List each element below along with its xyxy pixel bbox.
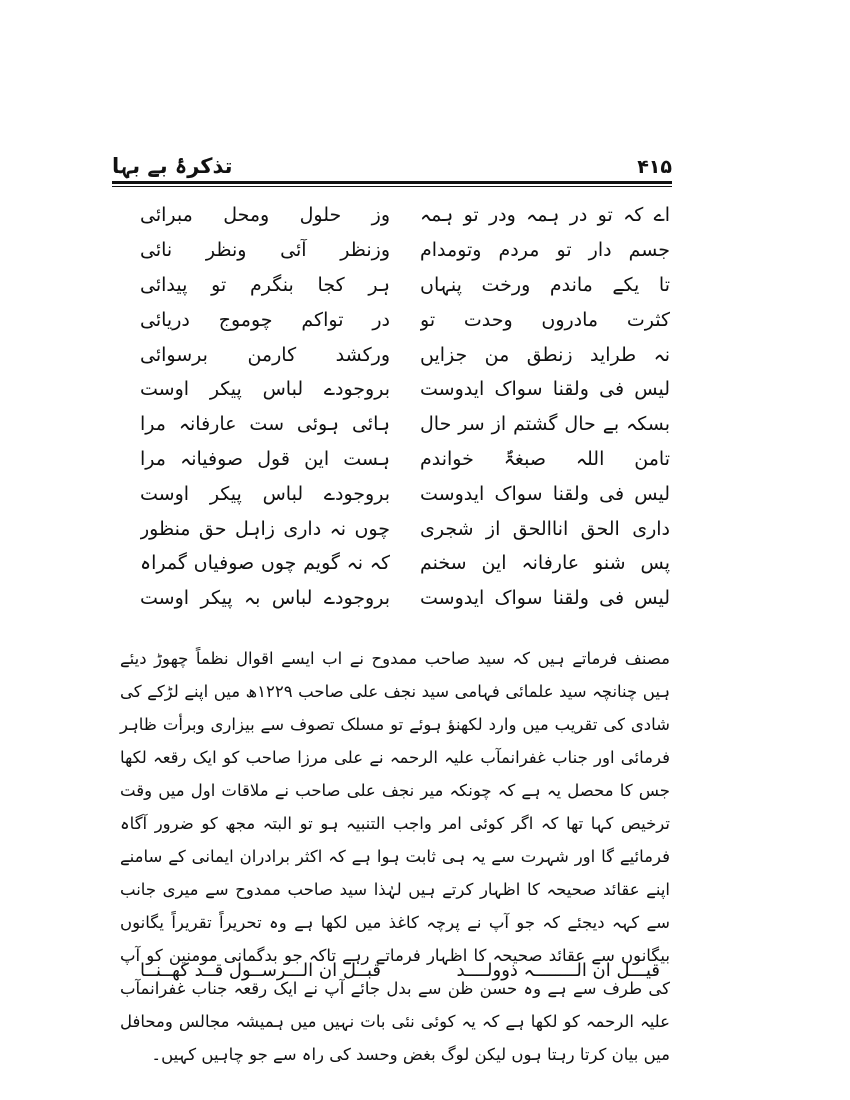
footer-misra: قبــل ان الـــرســول قــد کھــنــا [140, 960, 382, 981]
verse-misra: ہر کجا بنگرم تو پیدائی [140, 273, 390, 296]
verse-row [140, 546, 670, 581]
verse-misra: نہ طراید زنطق من جزایں [420, 343, 670, 366]
verse-row [140, 511, 670, 546]
verse-misra: بسکہ بے حال گشتم از سر حال [420, 413, 670, 436]
verse-misra: وزنظر آئی ونظر نائی [140, 239, 390, 262]
verse-misra: ہائی ہوئی ست عارفانہ مرا [140, 413, 390, 436]
verse-row [140, 337, 670, 372]
verse-misra: اے کہ تو در ہمہ ودر تو ہمہ [420, 204, 670, 227]
footer-verse [140, 960, 660, 981]
verse-misra: لیس فی ولقنا سواک ایدوست [420, 482, 670, 505]
verse-misra: بروجودے لباس پیکر اوست [140, 482, 390, 505]
verse-misra: بروجودے لباس بہ پیکر اوست [140, 587, 390, 610]
verse-misra: لیس فی ولقنا سواک ایدوست [420, 587, 670, 610]
running-title: تذکرۂ بے بہا [112, 154, 233, 178]
verse-row [140, 581, 670, 616]
prose-paragraph: مصنف فرماتے ہیں کہ سید صاحب ممدوح نے اب ایسے اقوال نظماً چھوڑ دیئے ہیں چنانچہ سید علمائی فہامی سید نجف علی صاحب ۱۲۲۹ھ میں اپنے لڑکے کی شادی کی تقریب میں وارد لکھنؤ ہوئے تو مسلک تصوف سے بیزاری وبرأت ظاہر فرمائی اور جناب غفرانمآب علیہ الرحمہ نے علی مرزا صاحب کو ایک رقعہ لکھا جس کا محصل یہ ہے کہ چونکہ میر نجف علی صاحب نے ملاقات اول میں وقت ترخیص کہا تھا کہ اگر کوئی امر واجب التنبیہ ہو تو البتہ مجھ کو ضرور آگاہ فرمائیے گا اور شہرت سے یہ ہی ثابت ہوا ہے کہ اکثر برادران ایمانی کے سامنے اپنے عقائد صحیحہ کا اظہار کرتے ہیں لہٰذا سید صاحب ممدوح سے میری جانب سے کہہ دیجئے کہ جو آپ نے پرچہ کاغذ میں لکھا ہے وہ تحریراً تقریراً یگانوں بیگانوں سے عقائد صحیحہ کا اظہار فرماتے رہے تاکہ جو بدگمانی مومنین کو آپ کی طرف سے ہے وہ حسن ظن سے بدل جائے آپ نے ایک رقعہ جناب غفرانمآب علیہ الرحمہ کو لکھا ہے کہ یہ کوئی نئی بات نہیں میں ہمیشہ مجالس ومحافل میں بیان کرتا رہتا ہوں لیکن لوگ بغض وحسد کی راہ سے جو چاہیں کہیں۔ [120, 649, 670, 1064]
verse-misra: بروجودے لباس پیکر اوست [140, 378, 390, 401]
verse-row [140, 268, 670, 303]
verse-row [140, 302, 670, 337]
header-rule-thin [112, 186, 672, 187]
verse-row [140, 476, 670, 511]
verse-row [140, 442, 670, 477]
verse-row [140, 372, 670, 407]
footer-misra: قیـــل ان الــــــــہ ذوولــــد [456, 960, 660, 981]
verse-misra: ہست این قول صوفیانہ مرا [140, 447, 390, 470]
header-rule-thick [112, 181, 672, 184]
verse-misra: جسم دار تو مردم وتومدام [420, 239, 670, 262]
verse-row [140, 198, 670, 233]
verse-block [140, 198, 670, 616]
verse-misra: چوں نہ داری زاہل حق منظور [140, 517, 390, 540]
verse-misra: کثرت مادروں وحدت تو [420, 308, 670, 331]
verse-misra: پس شنو عارفانہ این سخنم [420, 552, 670, 575]
verse-row [140, 233, 670, 268]
verse-misra: تامن اللہ صبغۃٌ خواندم [420, 447, 670, 470]
verse-misra: داری الحق اناالحق از شجری [420, 517, 670, 540]
verse-misra: در تواکم چوموج دریائی [140, 308, 390, 331]
verse-misra: وز حلول ومحل مبرائی [140, 204, 390, 227]
verse-misra: ورکشد کارمن برسوائی [140, 343, 390, 366]
prose-block [120, 642, 670, 1071]
verse-row [140, 407, 670, 442]
page-number: ۴۱۵ [637, 156, 672, 178]
verse-misra: کہ نہ گویم چوں صوفیاں گمراہ [140, 552, 390, 575]
verse-misra: لیس فی ولقنا سواک ایدوست [420, 378, 670, 401]
verse-misra: تا یکے ماندم ورخت پنہاں [420, 273, 670, 296]
